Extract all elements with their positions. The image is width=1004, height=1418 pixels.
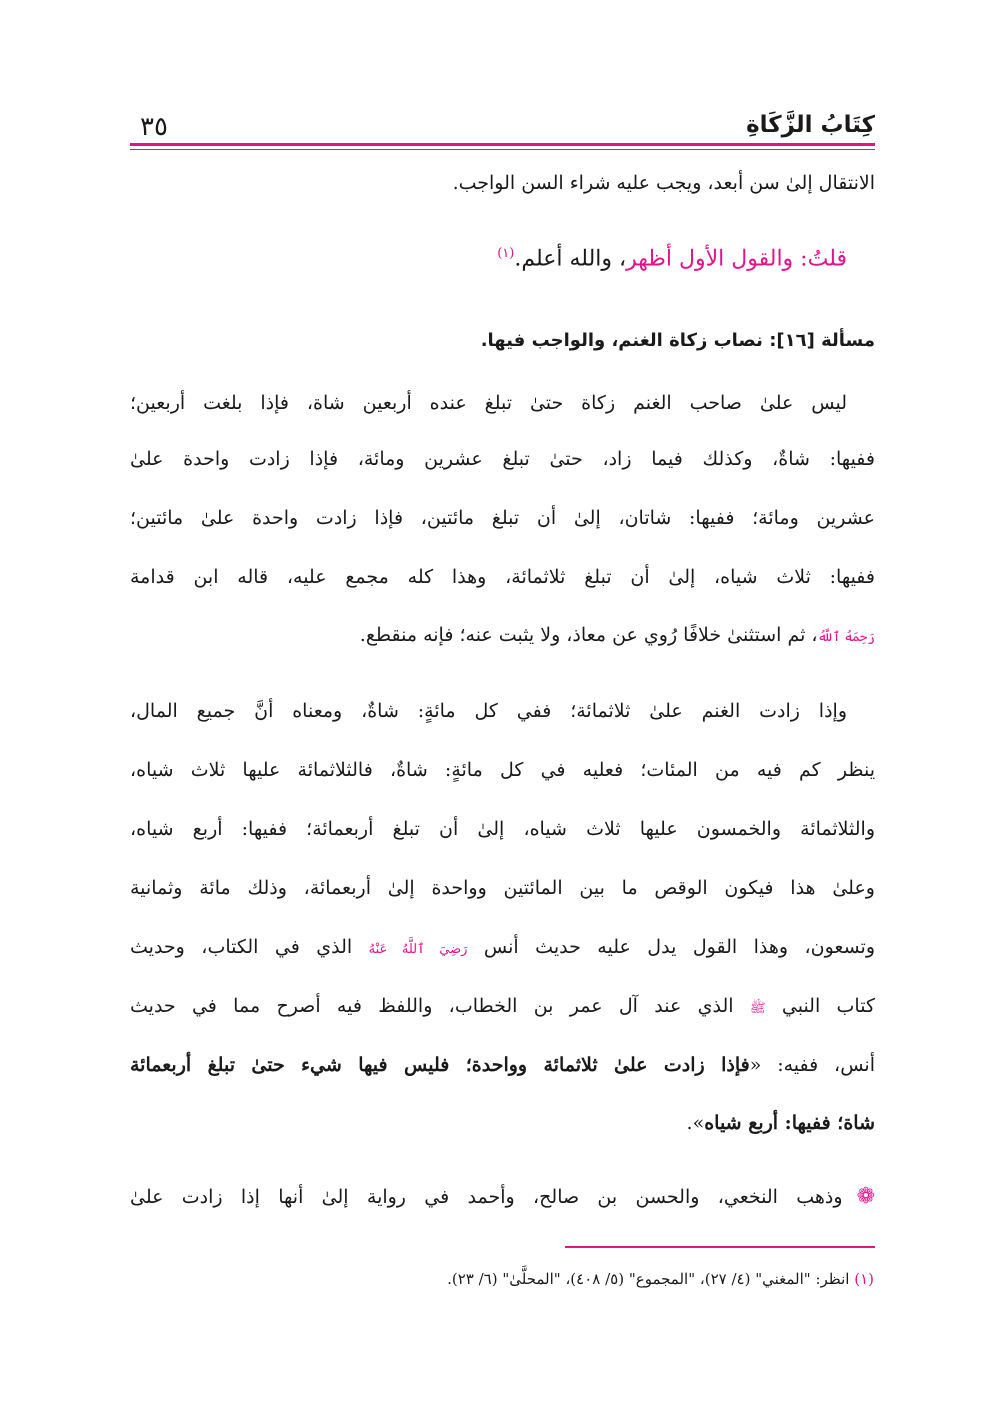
remark-pink-text: قلتُ: والقول الأول أظهر (626, 246, 847, 272)
honorific: رَحِمَهُ ٱللَّهُ (817, 630, 875, 645)
honorific: ﷺ (749, 1001, 766, 1016)
footnote-rule (565, 1246, 875, 1248)
footnote-number: (١) (854, 1270, 874, 1288)
section-heading: مسألة [١٦]: نصاب زكاة الغنم، والواجب فيها. (480, 330, 875, 351)
text-span: وذهب النخعي، والحسن بن صالح، وأحمد في رواية إلىٰ أنها إذا زادت علىٰ (130, 1186, 843, 1208)
text-line (130, 624, 875, 646)
text-line: ينظر كم فيه من المئات؛ فعليه في كل مائةٍ: شاةٌ، فالثلاثمائة عليها ثلاث شياه، (130, 759, 875, 781)
footnote (447, 1270, 874, 1288)
text-line: والثلاثمائة والخمسون عليها ثلاث شياه، إلىٰ أن تبلغ أربعمائة؛ ففيها: أربع شياه، (130, 818, 875, 840)
page-body (130, 0, 875, 1418)
text-line (130, 1184, 875, 1209)
hadith-quote: فإذا زادت علىٰ ثلاثمائة وواحدة؛ فليس فيها شيء حتىٰ تبلغ أربعمائة (130, 1054, 750, 1076)
text-span: ». (686, 1112, 705, 1134)
honorific: رَضِيَ ٱللَّهُ عَنْهُ (368, 942, 468, 957)
text-line: ففيها: ثلاث شياه، إلىٰ أن تبلغ ثلاثمائة، وهذا كله مجمع عليه، قاله ابن قدامة (130, 566, 875, 588)
text-line: وعلىٰ هذا فيكون الوقص ما بين المائتين وواحدة إلىٰ أربعمائة، وذلك مائة وثمانية (130, 877, 875, 899)
text-line (130, 1112, 875, 1134)
text-span: الذي في الكتاب، وحديث (130, 936, 353, 958)
text-span: الذي عند آل عمر بن الخطاب، واللفظ فيه أصرح مما في حديث (130, 995, 734, 1017)
text-span: أنس، ففيه: « (749, 1054, 875, 1076)
text-span: ، ثم استثنىٰ خلافًا رُوي عن معاذ، ولا يثبت عنه؛ فإنه منقطع. (359, 624, 818, 646)
flower-icon: ❁ (856, 1184, 875, 1209)
footnote-text: انظر: "المغني" (٤/ ٢٧)، "المجموع" (٥/ ٤٠٨)، "المحلَّىٰ" (٦/ ٢٣). (447, 1270, 850, 1288)
text-line: ليس علىٰ صاحب الغنم زكاة حتىٰ تبلغ عنده أربعين شاة، فإذا بلغت أربعين؛ (130, 392, 847, 414)
text-line: وإذا زادت الغنم علىٰ ثلاثمائة؛ ففي كل مائةٍ: شاةٌ، ومعناه أنَّ جميع المال، (130, 700, 847, 722)
text-span: وتسعون، وهذا القول يدل عليه حديث أنس (483, 936, 876, 958)
text-line: الانتقال إلىٰ سن أبعد، ويجب عليه شراء السن الواجب. (452, 172, 875, 194)
text-line (130, 995, 875, 1019)
text-line: عشرين ومائة؛ ففيها: شاتان، إلىٰ أن تبلغ مائتين، فإذا زادت واحدة علىٰ مائتين؛ (130, 507, 875, 529)
footnote-ref: (١) (497, 246, 515, 261)
text-line: ففيها: شاةٌ، وكذلك فيما زاد، حتىٰ تبلغ عشرين ومائة، فإذا زادت واحدة علىٰ (130, 448, 875, 470)
text-span: كتاب النبي (781, 995, 876, 1017)
hadith-quote: شاة؛ ففيها: أربع شياه (704, 1112, 875, 1134)
text-line (130, 936, 875, 958)
text-line (130, 1054, 875, 1076)
remark-text: ، والله أعلم. (514, 246, 627, 272)
author-remark (130, 246, 875, 271)
page-number: ٣٥ (140, 112, 168, 142)
running-title: كِتَابُ الزَّكَاةِ (746, 112, 875, 138)
